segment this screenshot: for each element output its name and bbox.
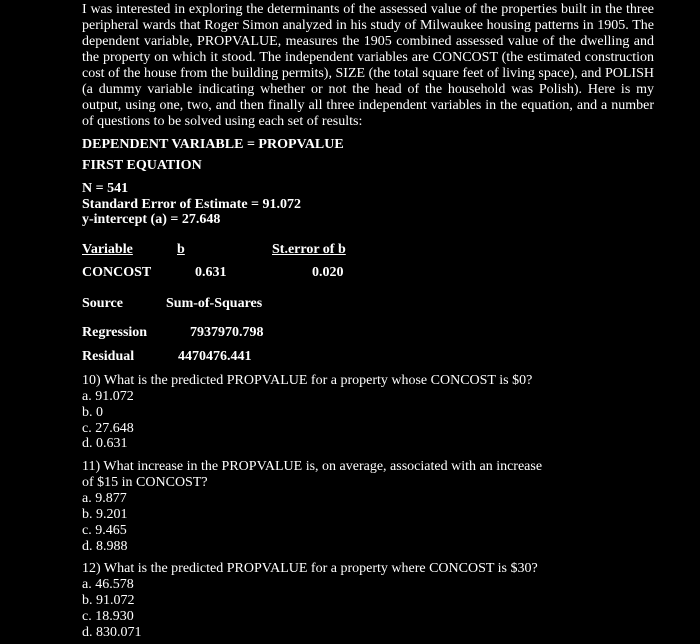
anova-header-source: Source bbox=[82, 296, 123, 311]
question-11-text-line-2: of $15 in CONCOST? bbox=[82, 475, 208, 490]
dependent-variable-heading: DEPENDENT VARIABLE = PROPVALUE bbox=[82, 137, 344, 152]
question-11-option-d: d. 8.988 bbox=[82, 539, 128, 554]
question-11-option-a: a. 9.877 bbox=[82, 491, 127, 506]
question-11-option-b: b. 9.201 bbox=[82, 507, 128, 522]
n-stat: N = 541 bbox=[82, 181, 129, 196]
coef-header-variable: Variable bbox=[82, 242, 133, 257]
question-10-option-d: d. 0.631 bbox=[82, 436, 128, 451]
question-12-text: 12) What is the predicted PROPVALUE for a property where CONCOST is $30? bbox=[82, 561, 538, 576]
anova-header-ss: Sum-of-Squares bbox=[166, 296, 263, 311]
question-12-option-d: d. 830.071 bbox=[82, 625, 142, 640]
coef-header-b: b bbox=[177, 242, 185, 257]
question-12-option-a: a. 46.578 bbox=[82, 577, 134, 592]
anova-row-regression-source: Regression bbox=[82, 325, 148, 340]
question-12-option-b: b. 91.072 bbox=[82, 593, 135, 608]
coef-header-std-error: St.error of b bbox=[272, 242, 346, 257]
question-10-option-c: c. 27.648 bbox=[82, 421, 134, 436]
anova-row-regression-ss: 7937970.798 bbox=[190, 325, 264, 340]
anova-row-residual-source: Residual bbox=[82, 349, 135, 364]
question-10-text: 10) What is the predicted PROPVALUE for a property whose CONCOST is $0? bbox=[82, 373, 533, 388]
standard-error-stat: Standard Error of Estimate = 91.072 bbox=[82, 197, 302, 212]
question-11-text-line-1: 11) What increase in the PROPVALUE is, on average, associated with an increase bbox=[82, 459, 543, 474]
intercept-stat: y-intercept (a) = 27.648 bbox=[82, 212, 221, 227]
equation-heading: FIRST EQUATION bbox=[82, 158, 202, 173]
intro-paragraph: I was interested in exploring the determinants of the assessed value of the properties built in the three peripheral wards that Roger Simon analyzed in his study of Milwaukee housing patterns in 1905. The dependent variable, PROPVALUE, measures the 1905 combined assessed value of the dwelling and the property on which it stood. The independent variables are CONCOST (the estimated construction cost of the house from the building permits), SIZE (the total square feet of living space), and POLISH (a dummy variable indicating whether or not the head of the household was Polish). Here is my output, using one, two, and then finally all three independent variables in the equation, and a number of questions to be solved using each set of results: bbox=[82, 2, 654, 129]
question-10-option-b: b. 0 bbox=[82, 405, 103, 420]
question-10-option-a: a. 91.072 bbox=[82, 389, 134, 404]
question-12-option-c: c. 18.930 bbox=[82, 609, 134, 624]
coef-row-variable: CONCOST bbox=[82, 265, 152, 280]
question-11-option-c: c. 9.465 bbox=[82, 523, 127, 538]
coef-row-b: 0.631 bbox=[195, 265, 227, 280]
anova-row-residual-ss: 4470476.441 bbox=[178, 349, 252, 364]
coef-row-std-error: 0.020 bbox=[312, 265, 344, 280]
